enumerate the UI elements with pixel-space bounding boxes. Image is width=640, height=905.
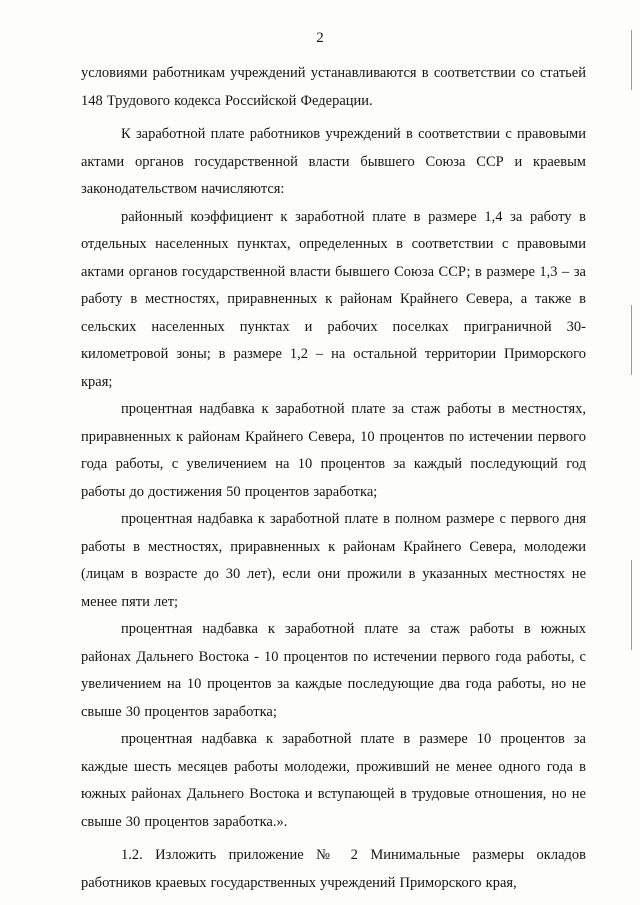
scan-edge-mark (631, 560, 633, 650)
document-body (81, 60, 586, 897)
paragraph: процентная надбавка к заработной плате за стаж работы в южных районах Дальнего Востока - 10 процентов по истечении первого года работы, с увеличением на 10 процентов за каждые последующие два года работы, но не свыше 30 процентов заработка; (81, 621, 586, 720)
paragraph: процентная надбавка к заработной плате за стаж работы в местностях, приравненных к районам Крайнего Севера, 10 процентов по истечении первого года работы, с увеличением на 10 процентов за каждый последующий год работы до достижения 50 процентов заработка; (81, 401, 586, 500)
paragraph: 1.2. Изложить приложение № 2 Минимальные размеры окладов работников краевых государственных учреждений Приморского края, (81, 847, 586, 891)
paragraph: условиями работникам учреждений устанавливаются в соответствии со статьей 148 Трудового кодекса Российской Федерации. (81, 65, 586, 109)
paragraph: процентная надбавка к заработной плате в размере 10 процентов за каждые шесть месяцев работы молодежи, проживший не менее одного года в южных районах Дальнего Востока и вступающей в трудовые отношения, но не свыше 30 процентов заработка.». (81, 731, 586, 830)
paragraph: районный коэффициент к заработной плате в размере 1,4 за работу в отдельных населенных пунктах, определенных в соответствии с правовыми актами органов государственной власти бывшего Союза ССР; в размере 1,3 – за работу в местностях, приравненных к районам Крайнего Севера, а также в сельских населенных пунктах и рабочих поселках приграничной 30-километровой зоны; в размере 1,2 – на остальной территории Приморского края; (81, 208, 586, 390)
scan-edge-mark (631, 30, 633, 90)
page-number: 2 (316, 30, 324, 46)
scan-edge-mark (631, 305, 633, 375)
paragraph: К заработной плате работников учреждений в соответствии с правовыми актами органов государственной власти бывшего Союза ССР и краевым законодательством начисляются: (81, 126, 586, 197)
paragraph: процентная надбавка к заработной плате в полном размере с первого дня работы в местностях, приравненных к районам Крайнего Севера, молодежи (лицам в возрасте до 30 лет), если они прожили в указанных местностях не менее пяти лет; (81, 511, 586, 610)
